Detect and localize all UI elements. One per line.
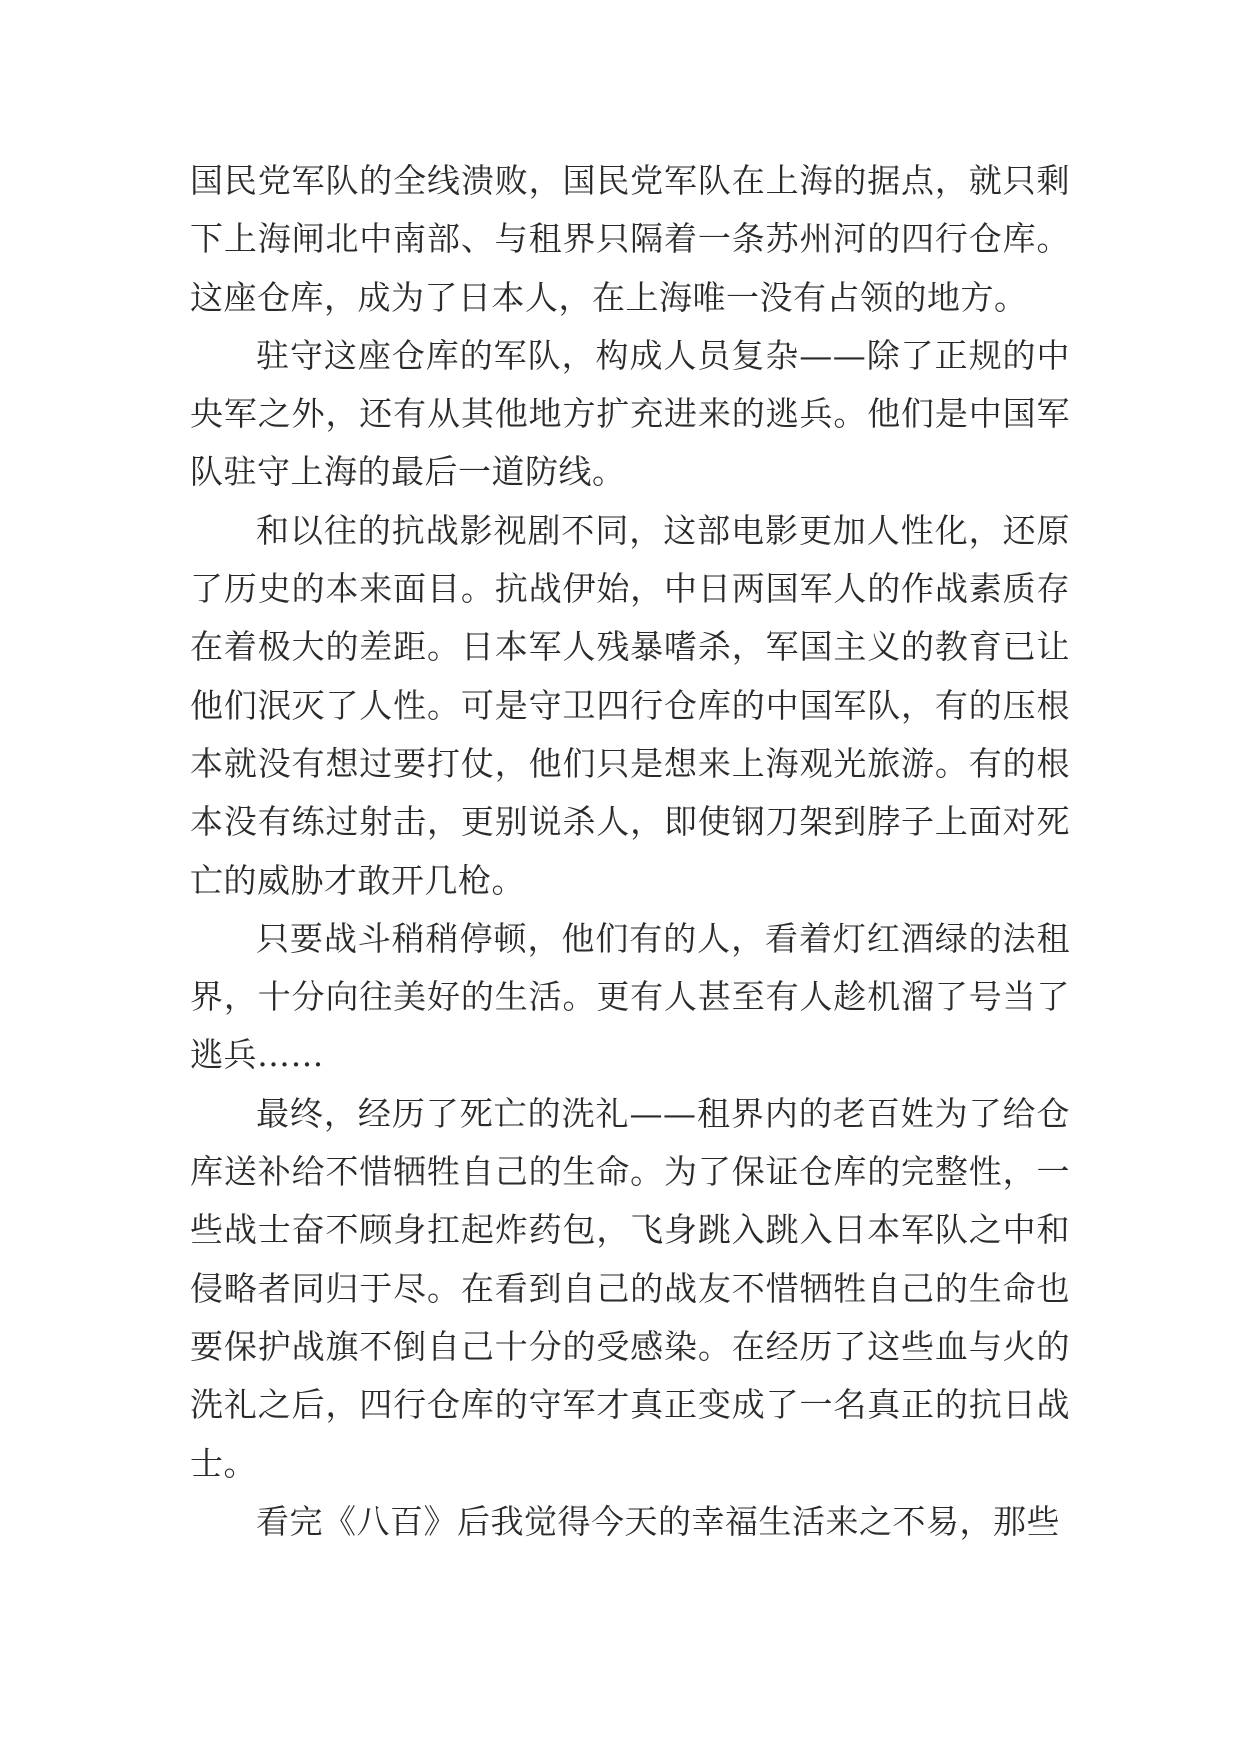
paragraph-4: 只要战斗稍稍停顿，他们有的人，看着灯红酒绿的法租界，十分向往美好的生活。更有人甚至有人趁机溜了号当了逃兵…… [190, 918, 1070, 1075]
document-body [190, 152, 1070, 1551]
paragraph-6: 看完《八百》后我觉得今天的幸福生活来之不易，那些 [256, 1501, 1060, 1541]
paragraph-1: 国民党军队的全线溃败，国民党军队在上海的据点，就只剩下上海闸北中南部、与租界只隔着一条苏州河的四行仓库。这座仓库，成为了日本人，在上海唯一没有占领的地方。 [190, 161, 1070, 317]
paragraph-3: 和以往的抗战影视剧不同，这部电影更加人性化，还原了历史的本来面目。抗战伊始，中日两国军人的作战素质存在着极大的差距。日本军人残暴嗜杀，军国主义的教育已让他们泯灭了人性。可是守卫四行仓库的中国军队，有的压根本就没有想过要打仗，他们只是想来上海观光旅游。有的根本没有练过射击，更别说杀人，即使钢刀架到脖子上面对死亡的威胁才敢开几枪。 [190, 510, 1070, 900]
paragraph-2: 驻守这座仓库的军队，构成人员复杂——除了正规的中央军之外，还有从其他地方扩充进来的逃兵。他们是中国军队驻守上海的最后一道防线。 [190, 335, 1070, 492]
paragraph-5: 最终，经历了死亡的洗礼——租界内的老百姓为了给仓库送补给不惜牺牲自己的生命。为了保证仓库的完整性，一些战士奋不顾身扛起炸药包，飞身跳入跳入日本军队之中和侵略者同归于尽。在看到自己的战友不惜牺牲自己的生命也要保护战旗不倒自己十分的受感染。在经历了这些血与火的洗礼之后，四行仓库的守军才真正变成了一名真正的抗日战士。 [190, 1093, 1070, 1483]
